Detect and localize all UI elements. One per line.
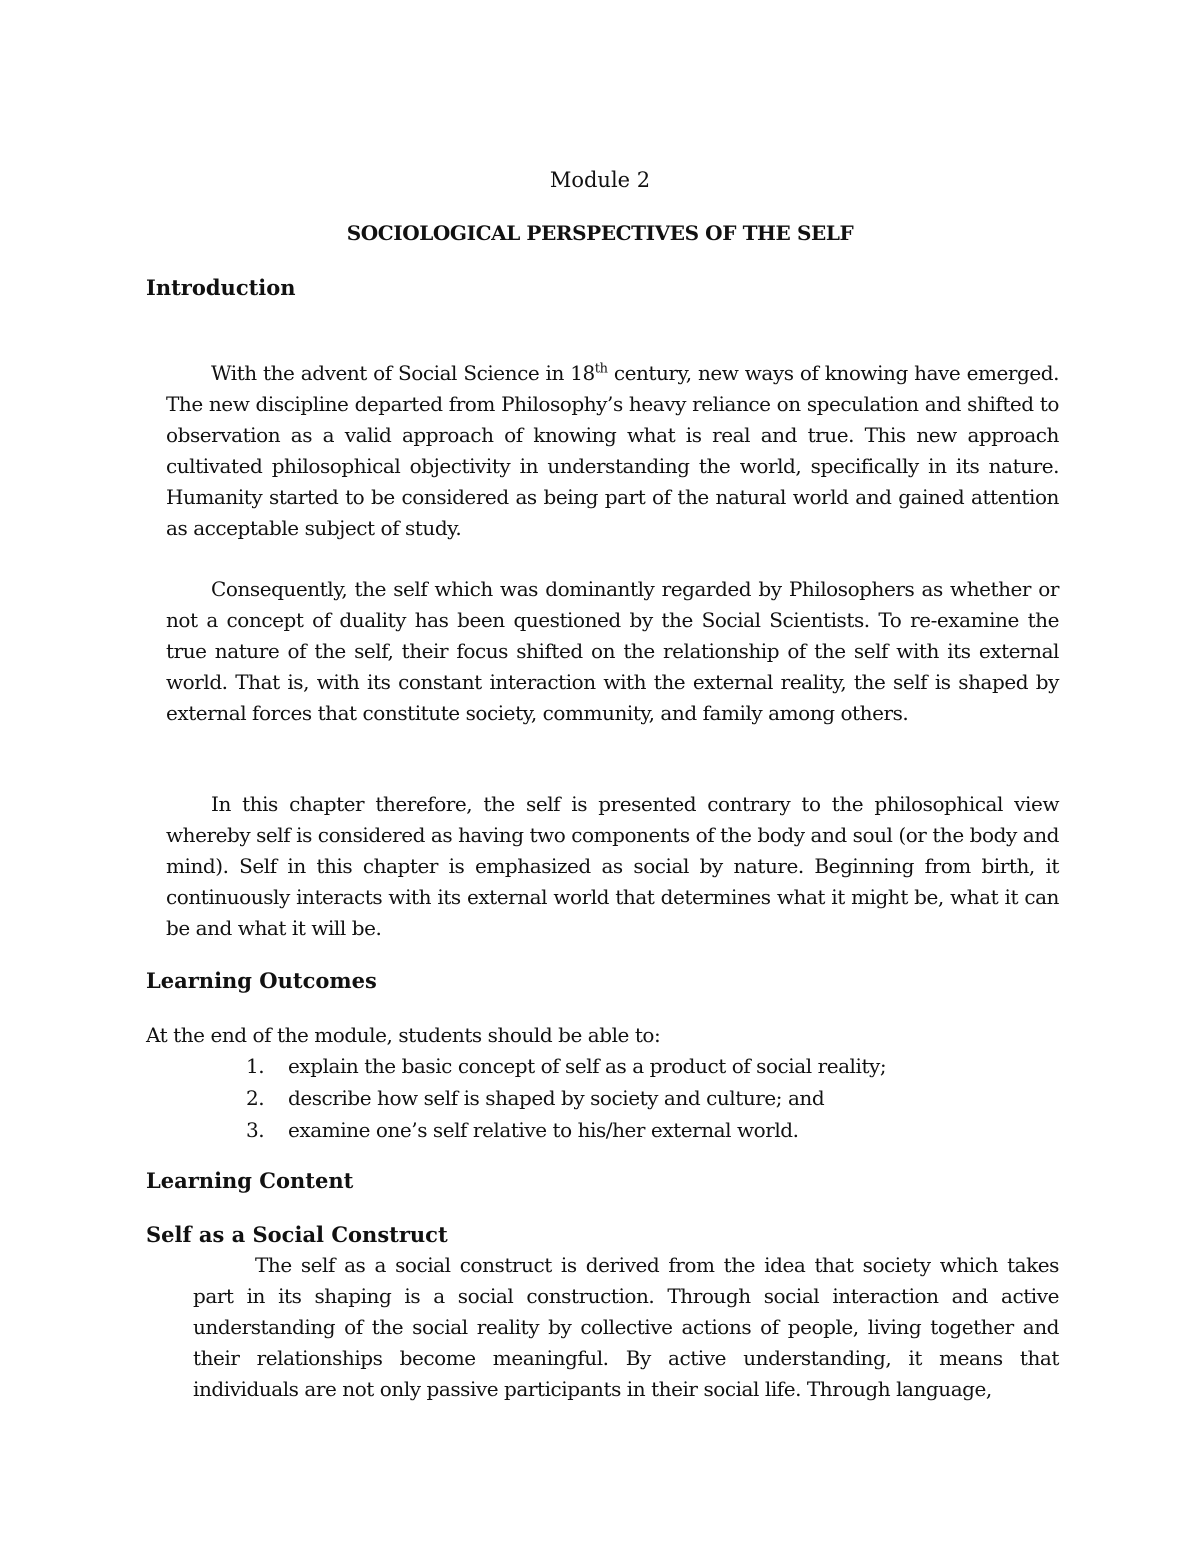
introduction-heading: Introduction	[146, 275, 296, 300]
learning-outcomes-list	[246, 1050, 886, 1146]
list-item	[246, 1082, 886, 1114]
module-label: Module 2	[549, 168, 651, 192]
learning-outcomes-heading: Learning Outcomes	[146, 968, 377, 993]
self-social-construct-subheading: Self as a Social Construct	[146, 1222, 448, 1247]
list-item-text: explain the basic concept of self as a product of social reality;	[288, 1054, 887, 1078]
list-item-number: 1.	[246, 1054, 265, 1078]
paragraph-text-rest: century, new ways of knowing have emerged. The new discipline departed from Philosophy’s heavy reliance on speculation and shifted to observation as a valid approach of knowing what is real and true. This new approach cultivated philosophical objectivity in understanding the world, specifically in its nature. Humanity started to be considered as being part of the natural world and gained attention as acceptable subject of study.	[166, 361, 1060, 540]
list-item-number: 3.	[246, 1118, 265, 1142]
learning-content-paragraph-1: The self as a social construct is derived from the idea that society which takes part in its shaping is a social construction. Through social interaction and active understanding of the social reality by collective actions of people, living together and their relationships become meaningful. By active understanding, it means that individuals are not only passive participants in their social life. Through language,	[193, 1253, 1059, 1401]
list-item	[246, 1050, 886, 1082]
list-item	[246, 1114, 886, 1146]
list-item-text: describe how self is shaped by society and culture; and	[288, 1086, 825, 1110]
ordinal-suffix: th	[594, 361, 608, 377]
learning-content-heading: Learning Content	[146, 1168, 354, 1193]
introduction-paragraph-1	[166, 358, 1059, 544]
learning-outcomes-intro: At the end of the module, students should be able to:	[146, 1023, 661, 1047]
introduction-paragraph-3: In this chapter therefore, the self is presented contrary to the philosophical view whereby self is considered as having two components of the body and soul (or the body and mind). Self in this chapter is emphasized as social by nature. Beginning from birth, it continuously interacts with its external world that determines what it might be, what it can be and what it will be.	[166, 792, 1059, 940]
paragraph-text-start: With the advent of Social Science in 18	[211, 361, 595, 385]
introduction-paragraph-2: Consequently, the self which was dominantly regarded by Philosophers as whether or not a concept of duality has been questioned by the Social Scientists. To re-examine the true nature of the self, their focus shifted on the relationship of the self with its external world. That is, with its constant interaction with the external reality, the self is shaped by external forces that constitute society, community, and family among others.	[166, 577, 1059, 725]
document-title: SOCIOLOGICAL PERSPECTIVES OF THE SELF	[346, 221, 854, 245]
list-item-number: 2.	[246, 1086, 265, 1110]
list-item-text: examine one’s self relative to his/her external world.	[288, 1118, 799, 1142]
